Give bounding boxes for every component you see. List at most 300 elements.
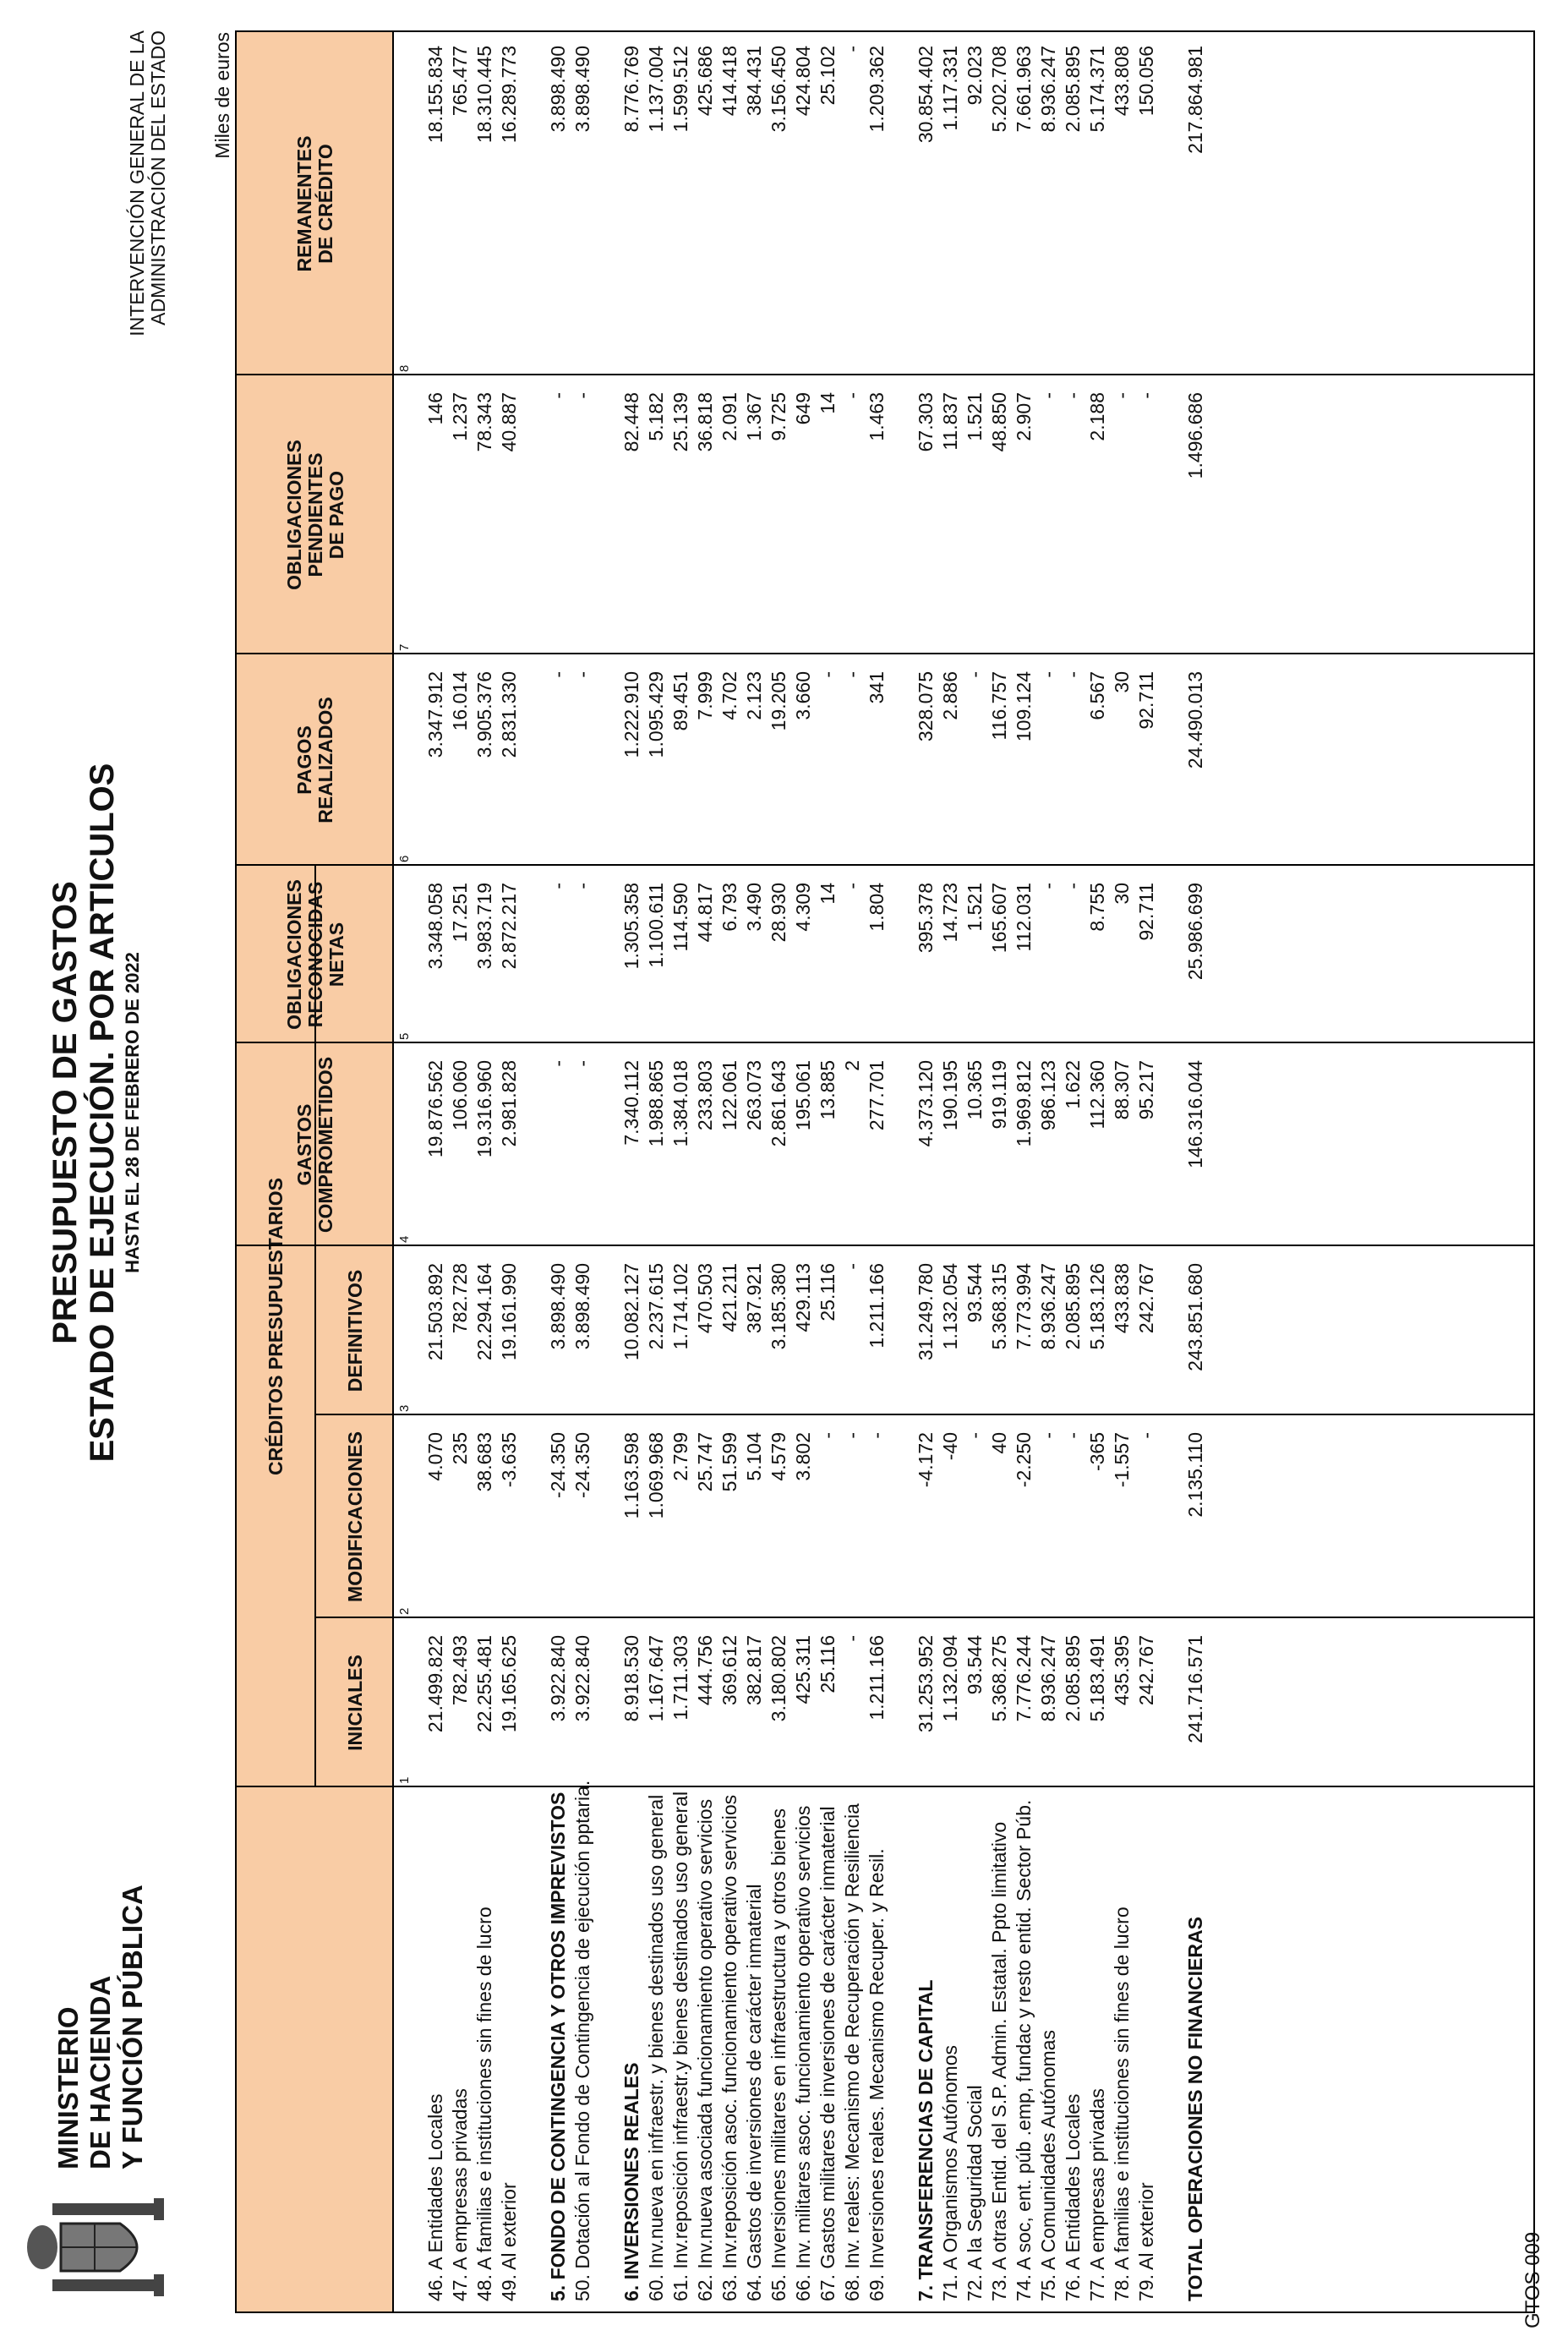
cell-value: 21.503.892 bbox=[424, 1263, 446, 1361]
cell-value: 36.818 bbox=[694, 392, 716, 452]
cell-value: 4.309 bbox=[792, 883, 814, 932]
cell-value: 44.817 bbox=[694, 883, 716, 943]
cell-value: 19.876.562 bbox=[424, 1060, 446, 1158]
cell-value: 395.378 bbox=[915, 883, 937, 954]
cell-value: 122.061 bbox=[718, 1060, 740, 1131]
igae-label bbox=[127, 30, 169, 504]
cell-value: 25.747 bbox=[694, 1432, 716, 1492]
cell-value: -40 bbox=[939, 1432, 961, 1461]
cell-value: 470.503 bbox=[694, 1263, 716, 1334]
col-number: 8 bbox=[397, 364, 412, 372]
cell-value: 1.496.686 bbox=[1184, 392, 1206, 479]
table-row bbox=[498, 32, 520, 2311]
table-row bbox=[792, 32, 814, 2311]
row-label: 75. A Comunidades Autónomas bbox=[1037, 2030, 1059, 2301]
cell-value: 3.898.490 bbox=[547, 1263, 569, 1350]
table-row bbox=[939, 32, 961, 2311]
cell-value: 1.132.054 bbox=[939, 1263, 961, 1350]
table-row bbox=[866, 32, 888, 2311]
cell-value: 1.714.102 bbox=[669, 1263, 691, 1350]
col-number: 7 bbox=[397, 643, 412, 651]
cell-value: 2.085.895 bbox=[1062, 1263, 1084, 1350]
row-label: 76. A Entidades Locales bbox=[1062, 2093, 1084, 2301]
budget-table bbox=[235, 30, 1535, 2313]
cell-value: 93.544 bbox=[964, 1263, 986, 1323]
cell-value: 8.755 bbox=[1086, 883, 1108, 932]
cell-value: 146.316.044 bbox=[1184, 1060, 1206, 1168]
cell-value: 2.981.828 bbox=[498, 1060, 520, 1147]
cell-value: 2.799 bbox=[669, 1432, 691, 1481]
cell-value: 2.091 bbox=[718, 392, 740, 441]
table-row bbox=[718, 32, 740, 2311]
cell-value: 93.544 bbox=[964, 1635, 986, 1695]
cell-value: - bbox=[841, 1263, 863, 1270]
cell-value: 7.999 bbox=[694, 671, 716, 720]
cell-value: 14.723 bbox=[939, 883, 961, 943]
cell-value: - bbox=[817, 1432, 839, 1439]
cell-value: 3.905.376 bbox=[473, 671, 495, 758]
table-row bbox=[988, 32, 1010, 2311]
cell-value: 4.702 bbox=[718, 671, 740, 720]
cell-value: 5.104 bbox=[743, 1432, 765, 1481]
cell-value: 3.348.058 bbox=[424, 883, 446, 970]
row-label: 50. Dotación al Fondo de Contingencia de ejecución pptaria. bbox=[571, 1780, 593, 2301]
cell-value: 21.499.822 bbox=[424, 1635, 446, 1733]
cell-value: - bbox=[571, 671, 593, 678]
row-label: 60. Inv.nueva en infraestr. y bienes destinados uso general bbox=[645, 1794, 667, 2301]
cell-value: 1.069.968 bbox=[645, 1432, 667, 1519]
cell-value: 1.132.094 bbox=[939, 1635, 961, 1722]
cell-value: 243.851.680 bbox=[1184, 1263, 1206, 1371]
table-row bbox=[1062, 32, 1084, 2311]
cell-value: 1.804 bbox=[866, 883, 888, 932]
cell-value: 31.249.780 bbox=[915, 1263, 937, 1361]
row-label: 47. A empresas privadas bbox=[449, 2088, 471, 2301]
cell-value: 116.757 bbox=[988, 671, 1010, 741]
cell-value: 1.163.598 bbox=[620, 1432, 642, 1519]
cell-value: 1.463 bbox=[866, 392, 888, 441]
cell-value: 92.711 bbox=[1135, 671, 1157, 730]
cell-value: 22.255.481 bbox=[473, 1635, 495, 1733]
row-label: 67. Gastos militares de inversiones de carácter inmaterial bbox=[817, 1806, 839, 2301]
table-row bbox=[1135, 32, 1157, 2311]
cell-value: 1.137.004 bbox=[645, 46, 667, 133]
cell-value: 19.205 bbox=[768, 671, 789, 731]
cell-value: 4.579 bbox=[768, 1432, 789, 1481]
cell-value: 150.056 bbox=[1135, 46, 1157, 117]
table-row bbox=[1111, 32, 1133, 2311]
row-label: 63. Inv.reposición asoc. funcionamiento operativo servicios bbox=[718, 1794, 740, 2301]
table-row bbox=[817, 32, 839, 2311]
cell-value: 8.776.769 bbox=[620, 46, 642, 133]
cell-value: 1.969.812 bbox=[1013, 1060, 1035, 1147]
cell-value: 2.237.615 bbox=[645, 1263, 667, 1350]
cell-value: 8.936.247 bbox=[1037, 46, 1059, 133]
cell-value: 1.521 bbox=[964, 392, 986, 441]
cell-value: 1.384.018 bbox=[669, 1060, 691, 1147]
cell-value: - bbox=[1037, 392, 1059, 399]
cell-value: 14 bbox=[817, 392, 839, 414]
cell-value: 112.031 bbox=[1013, 883, 1035, 952]
header-obligaciones: OBLIGACIONES RECONOCIDAS NETAS bbox=[282, 879, 347, 1030]
cell-value: 2.886 bbox=[939, 671, 961, 720]
cell-value: 88.307 bbox=[1111, 1060, 1133, 1120]
cell-value: 25.986.699 bbox=[1184, 883, 1206, 981]
header-modificaciones: MODIFICACIONES bbox=[343, 1431, 366, 1602]
cell-value: 89.451 bbox=[669, 671, 691, 731]
cell-value: - bbox=[841, 1432, 863, 1439]
table-row bbox=[768, 32, 789, 2311]
cell-value: 3.922.840 bbox=[571, 1635, 593, 1722]
cell-value: 649 bbox=[792, 392, 814, 425]
cell-value: 95.217 bbox=[1135, 1060, 1157, 1120]
cell-value: 22.294.164 bbox=[473, 1263, 495, 1361]
row-label: 79. Al exterior bbox=[1135, 2182, 1157, 2301]
cell-value: 369.612 bbox=[718, 1635, 740, 1706]
cell-value: 341 bbox=[866, 671, 888, 704]
cell-value: 5.183.126 bbox=[1086, 1263, 1108, 1350]
cell-value: 3.185.380 bbox=[768, 1263, 789, 1350]
cell-value: - bbox=[1135, 1432, 1157, 1439]
cell-value: 2.085.895 bbox=[1062, 46, 1084, 133]
cell-value: - bbox=[1111, 392, 1133, 399]
cell-value: - bbox=[841, 46, 863, 52]
cell-value: - bbox=[1062, 392, 1084, 399]
cell-value: 433.838 bbox=[1111, 1263, 1133, 1334]
table-row bbox=[449, 32, 471, 2311]
table-row bbox=[571, 32, 593, 2311]
col-number: 2 bbox=[397, 1607, 412, 1615]
header-pagos: PAGOS REALIZADOS bbox=[293, 697, 336, 823]
cell-value: - bbox=[547, 392, 569, 399]
cell-value: - bbox=[547, 883, 569, 889]
table-row bbox=[620, 32, 642, 2311]
table-row bbox=[1013, 32, 1035, 2311]
cell-value: 5.368.315 bbox=[988, 1263, 1010, 1350]
cell-value: 146 bbox=[424, 392, 446, 425]
cell-value: 195.061 bbox=[792, 1060, 814, 1131]
cell-value: 429.113 bbox=[792, 1263, 814, 1332]
table-row bbox=[645, 32, 667, 2311]
cell-value: 328.075 bbox=[915, 671, 937, 742]
row-label: 7. TRANSFERENCIAS DE CAPITAL bbox=[915, 1979, 937, 2301]
cell-value: -365 bbox=[1086, 1432, 1108, 1472]
cell-value: 3.347.912 bbox=[424, 671, 446, 758]
cell-value: 8.936.247 bbox=[1037, 1635, 1059, 1722]
cell-value: 242.767 bbox=[1135, 1635, 1157, 1706]
col-number: 3 bbox=[397, 1404, 412, 1412]
cell-value: -1.557 bbox=[1111, 1432, 1133, 1488]
cell-value: 13.885 bbox=[817, 1060, 839, 1120]
header-definitivos: DEFINITIVOS bbox=[343, 1269, 366, 1392]
row-label: 6. INVERSIONES REALES bbox=[620, 2062, 642, 2301]
cell-value: - bbox=[866, 1432, 888, 1439]
cell-value: 78.343 bbox=[473, 392, 495, 452]
cell-value: 235 bbox=[449, 1432, 471, 1465]
row-label: 65. Inversiones militares en infraestructura y otros bienes bbox=[768, 1808, 789, 2301]
table-row bbox=[1037, 32, 1059, 2311]
cell-value: 1.222.910 bbox=[620, 671, 642, 758]
cell-value: 5.182 bbox=[645, 392, 667, 441]
row-label: 62. Inv.nueva asociada funcionamiento operativo servicios bbox=[694, 1798, 716, 2301]
cell-value: 3.156.450 bbox=[768, 46, 789, 133]
cell-value: 2.123 bbox=[743, 671, 765, 720]
cell-value: - bbox=[841, 1635, 863, 1642]
cell-value: 25.102 bbox=[817, 46, 839, 106]
header-creditos: CRÉDITOS PRESUPUESTARIOS bbox=[237, 866, 316, 1787]
table-row bbox=[1086, 32, 1108, 2311]
cell-value: 782.728 bbox=[449, 1263, 471, 1334]
cell-value: -2.250 bbox=[1013, 1432, 1035, 1488]
cell-value: 30.854.402 bbox=[915, 46, 937, 144]
col-number: 4 bbox=[397, 1235, 412, 1243]
cell-value: 1.100.611 bbox=[645, 883, 667, 968]
cell-value: 7.340.112 bbox=[620, 1060, 642, 1146]
cell-value: 18.155.834 bbox=[424, 46, 446, 144]
cell-value: - bbox=[817, 671, 839, 678]
cell-value: 7.773.994 bbox=[1013, 1263, 1035, 1350]
cell-value: 277.701 bbox=[866, 1060, 888, 1131]
cell-value: 1.167.647 bbox=[645, 1635, 667, 1722]
cell-value: - bbox=[547, 1060, 569, 1067]
table-row bbox=[547, 32, 569, 2311]
table-row bbox=[1160, 32, 1182, 2311]
cell-value: 5.368.275 bbox=[988, 1635, 1010, 1722]
cell-value: 425.311 bbox=[792, 1635, 814, 1704]
header-iniciales: INICIALES bbox=[343, 1655, 366, 1751]
cell-value: 51.599 bbox=[718, 1432, 740, 1492]
cell-value: 10.365 bbox=[964, 1060, 986, 1120]
col-number: 1 bbox=[397, 1776, 412, 1784]
col-number: 6 bbox=[397, 855, 412, 862]
cell-value: 92.023 bbox=[964, 46, 986, 106]
row-label: 46. A Entidades Locales bbox=[424, 2093, 446, 2301]
table-row bbox=[841, 32, 863, 2311]
cell-value: 17.251 bbox=[449, 883, 471, 943]
cell-value: 2.861.643 bbox=[768, 1060, 789, 1147]
table-row bbox=[915, 32, 937, 2311]
cell-value: 5.174.371 bbox=[1086, 46, 1108, 133]
cell-value: 1.988.865 bbox=[645, 1060, 667, 1147]
cell-value: - bbox=[1062, 883, 1084, 889]
table-row bbox=[743, 32, 765, 2311]
cell-value: 7.776.244 bbox=[1013, 1635, 1035, 1722]
cell-value: 384.431 bbox=[743, 46, 765, 117]
table-row bbox=[424, 32, 446, 2311]
cell-value: 11.837 bbox=[939, 392, 961, 451]
units-label: Miles de euros bbox=[211, 32, 233, 159]
cell-value: 10.082.127 bbox=[620, 1263, 642, 1361]
cell-value: 2.135.110 bbox=[1184, 1432, 1206, 1518]
cell-value: 1.599.512 bbox=[669, 46, 691, 133]
cell-value: 1.521 bbox=[964, 883, 986, 932]
cell-value: - bbox=[1062, 1432, 1084, 1439]
cell-value: 18.310.445 bbox=[473, 46, 495, 144]
cell-value: 19.165.625 bbox=[498, 1635, 520, 1733]
cell-value: 92.711 bbox=[1135, 883, 1157, 941]
cell-value: 25.139 bbox=[669, 392, 691, 452]
row-label: 72. A la Seguridad Social bbox=[964, 2085, 986, 2301]
cell-value: 6.793 bbox=[718, 883, 740, 932]
cell-value: - bbox=[547, 671, 569, 678]
row-label: TOTAL OPERACIONES NO FINANCIERAS bbox=[1184, 1917, 1206, 2301]
cell-value: 217.864.981 bbox=[1184, 46, 1206, 154]
cell-value: 2.085.895 bbox=[1062, 1635, 1084, 1722]
cell-value: 9.725 bbox=[768, 392, 789, 441]
cell-value: 1.622 bbox=[1062, 1060, 1084, 1109]
cell-value: 40.887 bbox=[498, 392, 520, 452]
report-subtitle: ESTADO DE EJECUCIÓN. POR ARTICULOS bbox=[84, 763, 121, 1463]
report-titles bbox=[46, 487, 145, 1738]
cell-value: 382.817 bbox=[743, 1635, 765, 1706]
igae-line-1: INTERVENCIÓN GENERAL DE LA bbox=[126, 30, 148, 336]
cell-value: 1.305.358 bbox=[620, 883, 642, 970]
cell-value: 263.073 bbox=[743, 1060, 765, 1131]
header-gastos: GASTOS COMPROMETIDOS bbox=[293, 1056, 336, 1234]
cell-value: 425.686 bbox=[694, 46, 716, 117]
cell-value: 38.683 bbox=[473, 1432, 495, 1492]
cell-value: 3.898.490 bbox=[571, 1263, 593, 1350]
table-row bbox=[964, 32, 986, 2311]
cell-value: -24.350 bbox=[571, 1432, 593, 1499]
cell-value: 2.188 bbox=[1086, 392, 1108, 441]
cell-value: -4.172 bbox=[915, 1432, 937, 1488]
row-label: 77. A empresas privadas bbox=[1086, 2088, 1108, 2301]
cell-value: 30 bbox=[1111, 883, 1133, 905]
cell-value: 3.983.719 bbox=[473, 883, 495, 970]
row-label: 48. A familias e instituciones sin fines de lucro bbox=[473, 1907, 495, 2301]
row-label: 61. Inv.reposición infraestr.y bienes destinados uso general bbox=[669, 1791, 691, 2301]
row-label: 49. Al exterior bbox=[498, 2182, 520, 2301]
row-label: 66. Inv. militares asoc. funcionamiento operativo servicios bbox=[792, 1805, 814, 2301]
cell-value: - bbox=[841, 883, 863, 889]
cell-value: 919.119 bbox=[988, 1060, 1010, 1130]
cell-value: 421.211 bbox=[718, 1263, 740, 1332]
cell-value: 114.590 bbox=[669, 883, 691, 952]
ministry-line-3: Y FUNCIÓN PÚBLICA bbox=[117, 1885, 148, 2169]
cell-value: 242.767 bbox=[1135, 1263, 1157, 1334]
cell-value: 19.316.960 bbox=[473, 1060, 495, 1158]
cell-value: 30 bbox=[1111, 671, 1133, 693]
row-label: 64. Gastos de inversiones de carácter inmaterial bbox=[743, 1884, 765, 2301]
cell-value: -24.350 bbox=[547, 1432, 569, 1499]
cell-value: 6.567 bbox=[1086, 671, 1108, 720]
cell-value: 444.756 bbox=[694, 1635, 716, 1706]
igae-line-2: ADMINISTRACIÓN DEL ESTADO bbox=[147, 30, 169, 326]
row-label: 69. Inversiones reales. Mecanismo Recuper. y Resil. bbox=[866, 1848, 888, 2301]
cell-value: 14 bbox=[817, 883, 839, 905]
cell-value: 1.209.362 bbox=[866, 46, 888, 133]
cell-value: 28.930 bbox=[768, 883, 789, 943]
cell-value: 233.803 bbox=[694, 1060, 716, 1131]
table-row bbox=[890, 32, 912, 2311]
cell-value: 2.831.330 bbox=[498, 671, 520, 758]
cell-value: 1.237 bbox=[449, 392, 471, 441]
report-date: HASTA EL 28 DE FEBRERO DE 2022 bbox=[122, 952, 143, 1273]
cell-value: 5.183.491 bbox=[1086, 1635, 1108, 1722]
table-row bbox=[694, 32, 716, 2311]
table-row bbox=[596, 32, 618, 2311]
row-label: 73. A otras Entid. del S.P. Admin. Estatal. Ppto limitativo bbox=[988, 1821, 1010, 2301]
cell-value: 31.253.952 bbox=[915, 1635, 937, 1733]
cell-value: 19.161.990 bbox=[498, 1263, 520, 1361]
cell-value: 165.607 bbox=[988, 883, 1010, 954]
cell-value: 2.907 bbox=[1013, 392, 1035, 441]
row-label: 68. Inv. reales: Mecanismo de Recuperación y Resiliencia bbox=[841, 1803, 863, 2301]
cell-value: 4.373.120 bbox=[915, 1060, 937, 1147]
cell-value: 109.124 bbox=[1013, 671, 1035, 742]
cell-value: 3.898.490 bbox=[571, 46, 593, 133]
cell-value: 8.936.247 bbox=[1037, 1263, 1059, 1350]
cell-value: 782.493 bbox=[449, 1635, 471, 1706]
row-label: 78. A familias e instituciones sin fines de lucro bbox=[1111, 1907, 1133, 2301]
cell-value: - bbox=[1037, 883, 1059, 889]
cell-value: 986.123 bbox=[1037, 1060, 1059, 1131]
document-code: GTOS 009 bbox=[1522, 2231, 1544, 2328]
table-row bbox=[473, 32, 495, 2311]
cell-value: 4.070 bbox=[424, 1432, 446, 1481]
ministry-line-1: MINISTERIO bbox=[52, 2006, 84, 2169]
cell-value: 1.367 bbox=[743, 392, 765, 441]
cell-value: 7.661.963 bbox=[1013, 46, 1035, 133]
cell-value: - bbox=[841, 671, 863, 678]
cell-value: -3.635 bbox=[498, 1432, 520, 1488]
cell-value: 24.490.013 bbox=[1184, 671, 1206, 769]
cell-value: 48.850 bbox=[988, 392, 1010, 452]
cell-value: - bbox=[1037, 1432, 1059, 1439]
cell-value: 25.116 bbox=[817, 1635, 839, 1693]
cell-value: 414.418 bbox=[718, 46, 740, 117]
cell-value: 241.716.571 bbox=[1184, 1635, 1206, 1743]
table-row bbox=[669, 32, 691, 2311]
cell-value: - bbox=[1062, 671, 1084, 678]
cell-value: 106.060 bbox=[449, 1060, 471, 1131]
cell-value: 1.095.429 bbox=[645, 671, 667, 758]
cell-value: - bbox=[841, 392, 863, 399]
cell-value: 1.211.166 bbox=[866, 1263, 888, 1349]
row-label: 74. A soc, ent. púb .emp, fundac y resto entid. Sector Púb. bbox=[1013, 1799, 1035, 2301]
cell-value: 2.872.217 bbox=[498, 883, 520, 970]
cell-value: 3.922.840 bbox=[547, 1635, 569, 1722]
report-title: PRESUPUESTO DE GASTOS bbox=[46, 881, 84, 1344]
cell-value: 3.490 bbox=[743, 883, 765, 932]
cell-value: 2 bbox=[841, 1060, 863, 1071]
cell-value: 16.014 bbox=[449, 671, 471, 731]
table-row bbox=[1184, 32, 1206, 2311]
coat-of-arms-icon bbox=[19, 2198, 171, 2296]
cell-value: - bbox=[1135, 392, 1157, 399]
cell-value: - bbox=[1037, 671, 1059, 678]
row-label: 71. A Organismos Autónomos bbox=[939, 2044, 961, 2301]
cell-value: 1.711.303 bbox=[669, 1635, 691, 1721]
cell-value: - bbox=[571, 392, 593, 399]
cell-value: 765.477 bbox=[449, 46, 471, 117]
row-label: 5. FONDO DE CONTINGENCIA Y OTROS IMPREVISTOS bbox=[547, 1792, 569, 2301]
cell-value: 16.289.773 bbox=[498, 46, 520, 144]
cell-value: 387.921 bbox=[743, 1263, 765, 1334]
header-remanentes: REMANENTES DE CRÉDITO bbox=[293, 135, 336, 272]
cell-value: 67.303 bbox=[915, 392, 937, 452]
cell-value: - bbox=[964, 671, 986, 678]
cell-value: 3.660 bbox=[792, 671, 814, 720]
cell-value: 190.195 bbox=[939, 1060, 961, 1131]
cell-value: 8.918.530 bbox=[620, 1635, 642, 1722]
cell-value: 3.898.490 bbox=[547, 46, 569, 133]
cell-value: 424.804 bbox=[792, 46, 814, 117]
cell-value: 3.180.802 bbox=[768, 1635, 789, 1722]
cell-value: 3.802 bbox=[792, 1432, 814, 1481]
cell-value: 40 bbox=[988, 1432, 1010, 1454]
